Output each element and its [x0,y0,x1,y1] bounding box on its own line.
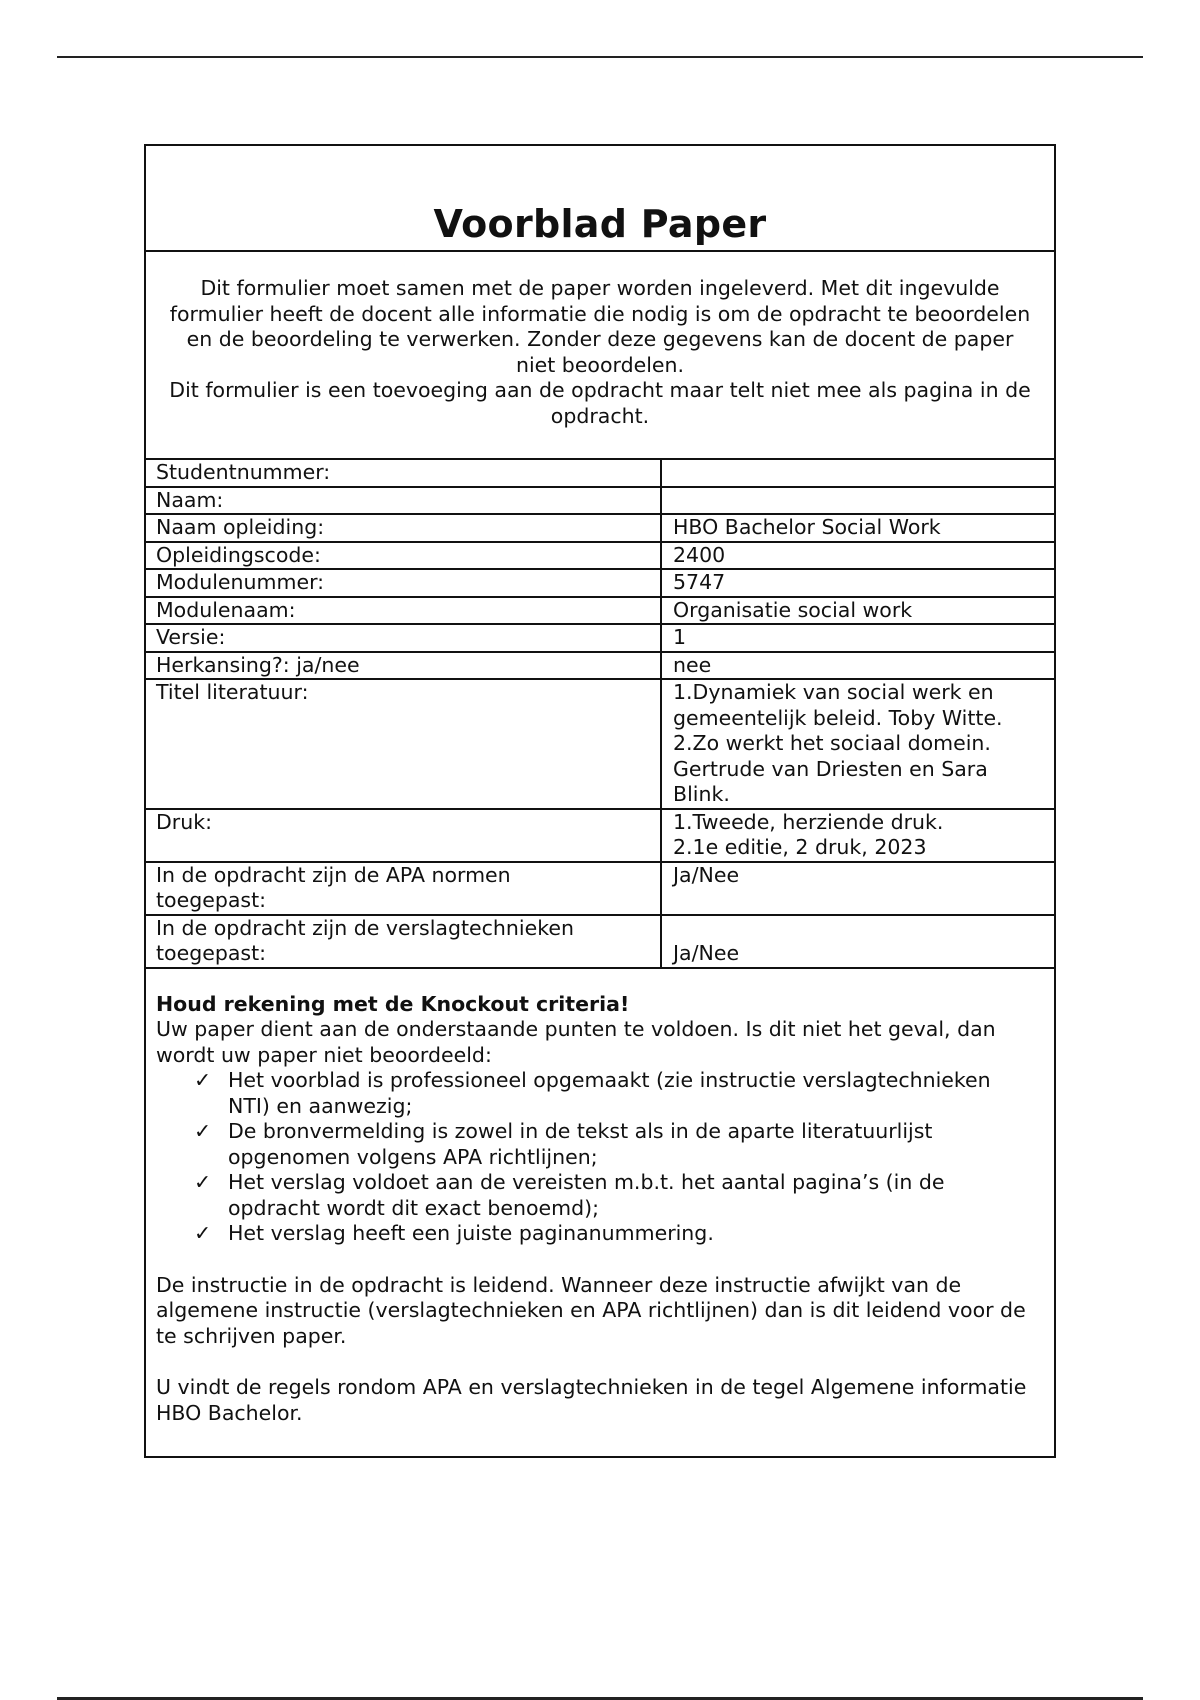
row-value: 1.Dynamiek van social werk en gemeentelijk beleid. Toby Witte. 2.Zo werkt het sociaal domein. Gertrude van Driesten en Sara Blink. [661,679,1054,809]
row-label: In de opdracht zijn de verslagtechnieken toegepast: [146,915,661,968]
row-label: In de opdracht zijn de APA normen toegepast: [146,862,661,915]
header-rule [57,56,1143,58]
row-value [661,460,1054,487]
list-item: ✓ Het verslag heeft een juiste paginanummering. [194,1221,714,1245]
row-label: Herkansing?: ja/nee [146,652,661,680]
knockout-notes [146,969,1054,1457]
table-row [146,460,1054,487]
row-label: Opleidingscode: [146,542,661,570]
check-icon: ✓ [194,1170,212,1194]
table-row [146,915,1054,968]
knockout-lead: Uw paper dient aan de onderstaande punten te voldoen. Is dit niet het geval, dan wordt uw paper niet beoordeeld: [156,1017,996,1067]
intro-cell [146,252,1054,460]
row-value: 5747 [661,569,1054,597]
info-table [146,460,1054,969]
page-title: Voorblad Paper [433,202,767,246]
table-row [146,809,1054,862]
table-row [146,487,1054,515]
intro-paragraph: Dit formulier moet samen met de paper worden ingeleverd. Met dit ingevulde formulier heeft de docent alle informatie die nodig is om de opdracht te beoordelen en de beoordeling te verwerken. Zonder deze gegevens kan de docent de paper niet beoordelen. [169,276,1031,377]
table-row [146,597,1054,625]
row-label: Naam: [146,487,661,515]
row-value: Ja/Nee [661,915,1054,968]
list-item: ✓ Het verslag voldoet aan de vereisten m.b.t. het aantal pagina’s (in de opdracht wordt dit exact benoemd); [194,1170,945,1220]
row-value: nee [661,652,1054,680]
row-label: Druk: [146,809,661,862]
intro-paragraph: Dit formulier is een toevoeging aan de opdracht maar telt niet mee als pagina in de opdracht. [169,378,1031,428]
row-label: Modulenummer: [146,569,661,597]
table-row [146,679,1054,809]
row-label: Versie: [146,624,661,652]
title-cell [146,146,1054,252]
list-item: ✓ De bronvermelding is zowel in de tekst als in de aparte literatuurlijst opgenomen volgens APA richtlijnen; [194,1119,933,1169]
row-label: Naam opleiding: [146,514,661,542]
row-label: Modulenaam: [146,597,661,625]
row-value: Organisatie social work [661,597,1054,625]
rules-paragraph: U vindt de regels rondom APA en verslagtechnieken in de tegel Algemene informatie HBO Bachelor. [156,1375,1027,1425]
row-value: Ja/Nee [661,862,1054,915]
check-icon: ✓ [194,1221,212,1245]
check-icon: ✓ [194,1119,212,1143]
table-row [146,542,1054,570]
row-value [661,487,1054,515]
table-row [146,862,1054,915]
table-row [146,624,1054,652]
check-icon: ✓ [194,1068,212,1092]
table-row [146,514,1054,542]
criteria-list [156,1068,1034,1247]
table-row [146,569,1054,597]
row-value: 1.Tweede, herziende druk. 2.1e editie, 2 druk, 2023 [661,809,1054,862]
row-label: Titel literatuur: [146,679,661,809]
row-value: 1 [661,624,1054,652]
row-value: HBO Bachelor Social Work [661,514,1054,542]
instruction-paragraph: De instructie in de opdracht is leidend. Wanneer deze instructie afwijkt van de algemene instructie (verslagtechnieken en APA richtlijnen) dan is dit leidend voor de te schrijven paper. [156,1272,1026,1348]
row-value: 2400 [661,542,1054,570]
table-row [146,652,1054,680]
list-item: ✓ Het voorblad is professioneel opgemaakt (zie instructie verslagtechnieken NTI) en aanwezig; [194,1068,991,1118]
cover-form [144,144,1056,1458]
knockout-heading: Houd rekening met de Knockout criteria! [156,991,630,1016]
row-label: Studentnummer: [146,460,661,487]
